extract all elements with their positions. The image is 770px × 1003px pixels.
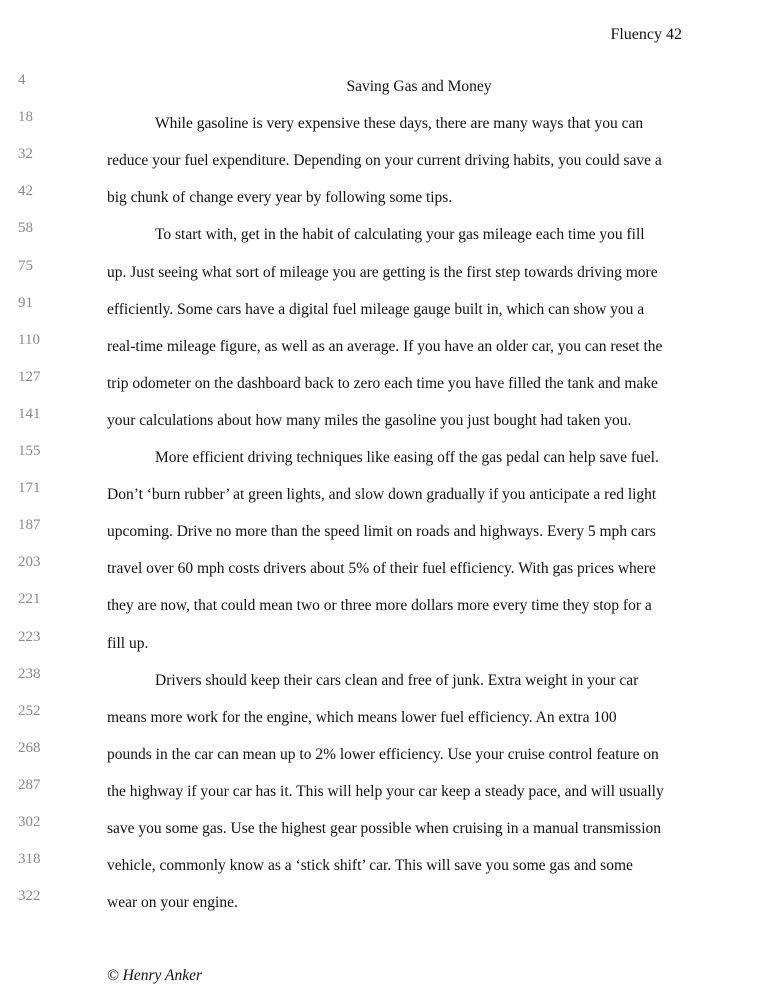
line-text: pounds in the car can mean up to 2% lower efficiency. Use your cruise control feature on [107,745,659,763]
line-text: Drivers should keep their cars clean and free of junk. Extra weight in your car [155,671,639,689]
text-line [0,517,770,554]
text-line [0,443,770,480]
line-word-count: 187 [18,517,41,534]
copyright-footer: © Henry Anker [107,967,202,984]
text-line [0,480,770,517]
line-text: travel over 60 mph costs drivers about 5% of their fuel efficiency. With gas prices where [107,560,656,578]
line-text: save you some gas. Use the highest gear possible when cruising in a manual transmission [107,820,662,837]
line-text: fill up. [107,634,149,652]
text-line [0,295,770,332]
line-word-count: 238 [18,665,41,682]
line-word-count: 252 [18,702,41,719]
text-line [0,258,770,295]
line-text: vehicle, commonly know as a ‘stick shift’ car. This will save you some gas and some [107,857,633,875]
text-line [0,666,770,703]
line-word-count: 322 [18,888,41,905]
text-line [0,109,770,146]
line-word-count: 4 [18,72,26,88]
text-line [0,406,770,443]
line-word-count: 42 [18,183,33,200]
line-word-count: 171 [18,480,41,497]
line-text: efficiently. Some cars have a digital fuel mileage gauge built in, which can show you a [107,300,645,318]
line-word-count: 302 [18,814,41,830]
text-line [0,777,770,814]
line-word-count: 268 [18,739,41,756]
text-line [0,629,770,666]
line-text: reduce your fuel expenditure. Depending on your current driving habits, you could save a [107,152,662,170]
line-text: Don’t ‘burn rubber’ at green lights, and slow down gradually if you anticipate a red light [107,486,657,504]
text-line [0,591,770,628]
line-text: the highway if your car has it. This will help your car keep a steady pace, and will usually [107,782,664,800]
line-text: big chunk of change every year by following some tips. [107,189,453,207]
text-line [0,888,770,925]
line-word-count: 287 [18,776,41,793]
text-line [0,220,770,257]
text-line [0,72,770,109]
document-title: Saving Gas and Money [346,78,492,95]
text-line [0,703,770,740]
line-text: wear on your engine. [107,894,238,912]
line-word-count: 223 [18,628,41,645]
line-word-count: 203 [18,554,41,571]
line-text: your calculations about how many miles the gasoline you just bought had taken you. [107,411,632,429]
line-text: trip odometer on the dashboard back to zero each time you have filled the tank and make [107,374,658,392]
page-header-label: Fluency 42 [610,26,682,43]
line-word-count: 110 [18,331,40,348]
line-text: upcoming. Drive no more than the speed limit on roads and highways. Every 5 mph cars [107,523,656,541]
line-word-count: 127 [18,368,41,385]
text-line [0,554,770,591]
line-text: To start with, get in the habit of calculating your gas mileage each time you fill [155,226,645,244]
text-line [0,369,770,406]
text-line [0,183,770,220]
line-word-count: 318 [18,851,41,868]
text-line [0,851,770,888]
line-word-count: 58 [18,220,33,237]
line-text: More efficient driving techniques like easing off the gas pedal can help save fuel. [155,449,659,466]
line-text: up. Just seeing what sort of mileage you are getting is the first step towards driving more [107,263,658,281]
text-line [0,740,770,777]
line-word-count: 18 [18,109,33,126]
line-word-count: 141 [18,405,41,422]
line-text: While gasoline is very expensive these days, there are many ways that you can [155,115,644,133]
line-word-count: 75 [18,257,33,274]
text-line [0,146,770,183]
text-line [0,814,770,851]
line-text: real-time mileage figure, as well as an average. If you have an older car, you can reset the [107,337,663,355]
line-word-count: 91 [18,294,33,311]
line-word-count: 32 [18,146,33,163]
line-word-count: 221 [18,591,41,608]
text-line [0,332,770,369]
line-text: means more work for the engine, which means lower fuel efficiency. An extra 100 [107,708,617,726]
line-word-count: 155 [18,443,41,459]
line-text: they are now, that could mean two or three more dollars more every time they stop for a [107,597,652,615]
